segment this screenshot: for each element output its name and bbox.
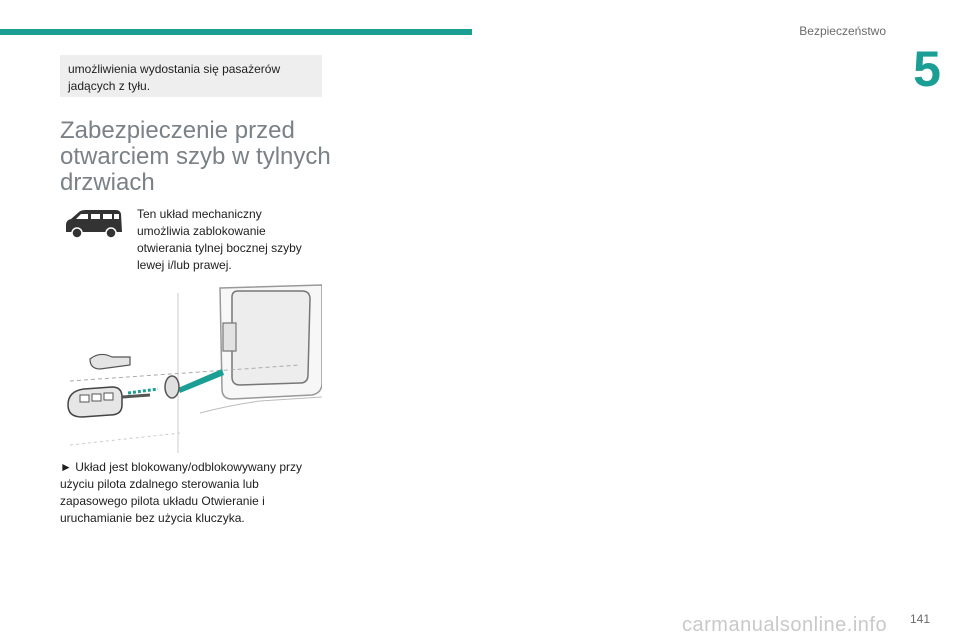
intro-text: Ten układ mechaniczny umożliwia zablokowanie otwierania tylnej bocznej szyby lewej i/lub prawej. xyxy=(137,207,302,272)
chapter-number: 5 xyxy=(913,41,941,97)
page-number: 141 xyxy=(909,612,930,626)
section-title: Zabezpieczenie przed otwarciem szyb w tylnych drzwiach xyxy=(60,117,331,196)
watermark: carmanualsonline.info xyxy=(682,614,888,636)
note-box: umożliwienia wydostania się pasażerów jadących z tyłu. xyxy=(60,55,322,97)
header-section-name: Bezpieczeństwo xyxy=(799,24,886,38)
instruction-text: ► Układ jest blokowany/odblokowywany przy użyciu pilota zdalnego sterowania lub zapasowego pilota układu Otwieranie i uruchamianie bez użycia kluczyka. xyxy=(60,460,302,525)
header-accent-bar xyxy=(0,29,472,35)
window-lock-key-illustration xyxy=(60,283,322,453)
chapter-tab xyxy=(894,36,960,102)
van-icon xyxy=(62,208,124,240)
